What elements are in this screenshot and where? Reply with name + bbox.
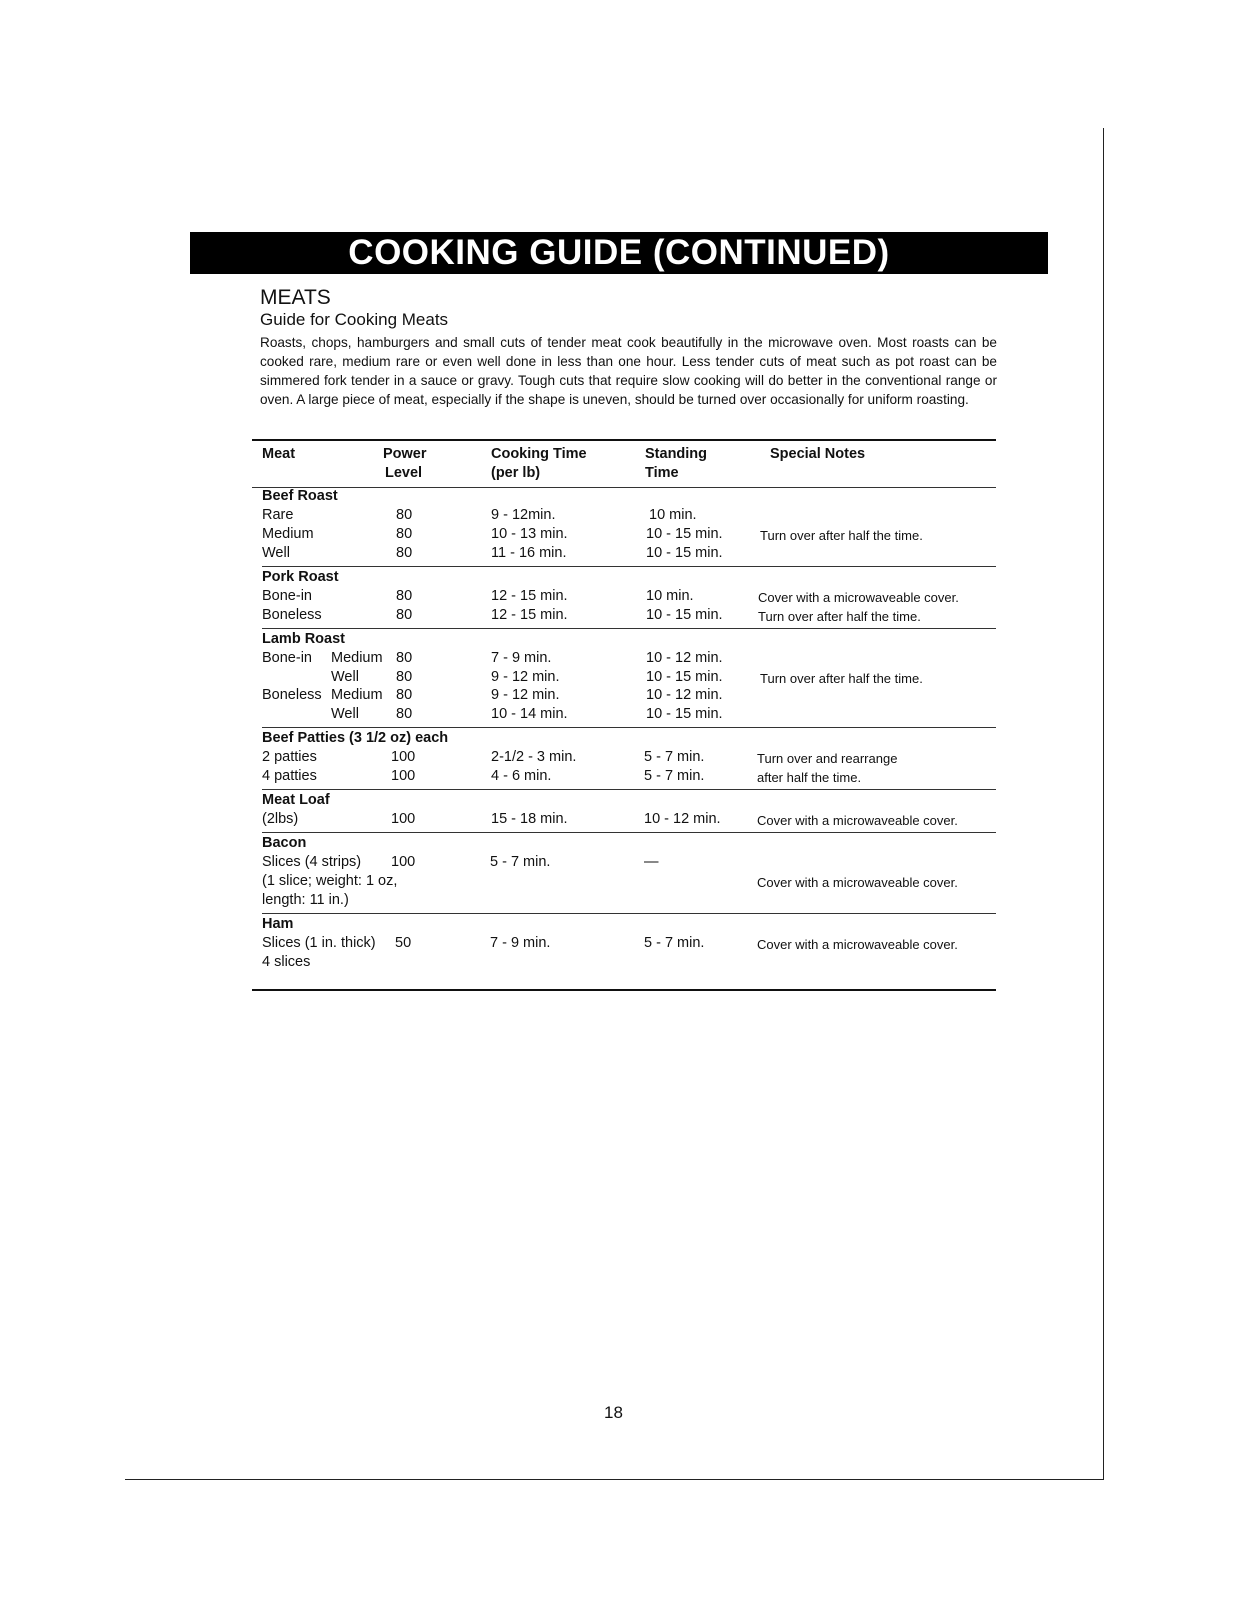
cell-meat: Rare — [262, 507, 294, 523]
page-banner: COOKING GUIDE (CONTINUED) — [190, 232, 1048, 274]
cell-meat: Slices (4 strips) — [262, 854, 362, 870]
group-rule — [262, 628, 996, 629]
cell-standing: 10 min. — [646, 588, 694, 604]
section-subtitle: Guide for Cooking Meats — [260, 310, 449, 329]
cell-meat: 4 patties — [262, 768, 317, 784]
cell-meat: Boneless — [262, 687, 322, 703]
group-beef-roast: Beef Roast — [262, 488, 338, 504]
cell-time: 9 - 12 min. — [491, 669, 560, 685]
cell-meat: 4 slices — [262, 954, 311, 970]
cell-time: 7 - 9 min. — [490, 935, 551, 951]
cell-doneness: Medium — [331, 687, 383, 703]
cell-note: Turn over after half the time. — [760, 671, 923, 686]
cell-power: 100 — [391, 854, 416, 870]
table-top-rule — [252, 439, 996, 441]
header-per-lb: (per lb) — [491, 465, 541, 481]
cell-note: Cover with a microwaveable cover. — [757, 875, 958, 890]
header-rule — [252, 487, 996, 488]
cell-power: 80 — [396, 545, 413, 561]
cell-note: Cover with a microwaveable cover. — [757, 813, 958, 828]
cell-note: Cover with a microwaveable cover. — [757, 937, 958, 952]
header-power: Power — [383, 446, 427, 462]
cell-meat: length: 11 in.) — [262, 892, 349, 908]
cell-standing: 5 - 7 min. — [644, 749, 705, 765]
header-standing: Standing — [645, 446, 708, 462]
cell-time: 2-1/2 - 3 min. — [491, 749, 577, 765]
cell-power: 80 — [396, 669, 413, 685]
header-special-notes: Special Notes — [770, 446, 866, 462]
cell-meat: Medium — [262, 526, 314, 542]
table-bottom-rule — [252, 989, 996, 991]
cell-meat: Well — [262, 545, 290, 561]
header-cooking-time: Cooking Time — [491, 446, 587, 462]
cell-note: after half the time. — [757, 770, 862, 785]
cell-meat: 2 patties — [262, 749, 317, 765]
cell-power: 50 — [395, 935, 412, 951]
cell-meat: Bone-in — [262, 650, 312, 666]
group-rule — [262, 566, 996, 567]
cell-standing: 10 - 15 min. — [646, 526, 723, 542]
cell-power: 80 — [396, 526, 413, 542]
cell-time: 12 - 15 min. — [491, 588, 568, 604]
cell-meat: Slices (1 in. thick) — [262, 935, 376, 951]
group-beef-patties: Beef Patties (3 1/2 oz) each — [262, 730, 449, 746]
cell-doneness: Well — [331, 706, 359, 722]
group-bacon: Bacon — [262, 835, 307, 851]
cell-meat: (1 slice; weight: 1 oz, — [262, 873, 398, 889]
cell-power: 100 — [391, 768, 416, 784]
cell-standing: 10 - 15 min. — [646, 607, 723, 623]
cell-standing: 10 - 15 min. — [646, 706, 723, 722]
cell-time: 10 - 14 min. — [491, 706, 568, 722]
cell-note: Cover with a microwaveable cover. — [758, 590, 959, 605]
cell-note: Turn over after half the time. — [760, 528, 923, 543]
cell-time: 9 - 12 min. — [491, 687, 560, 703]
group-lamb-roast: Lamb Roast — [262, 631, 345, 647]
cell-power: 100 — [391, 749, 416, 765]
intro-paragraph: Roasts, chops, hamburgers and small cuts of tender meat cook beautifully in the microwave oven. Most roasts can be cooked rare, medium rare or even well done in less than one hour. Less tender cuts of meat such as pot roast can be simmered fork tender in a sauce or gravy. Tough cuts that require slow cooking will do better in the conventional range or oven. A large piece of meat, especially if the shape is uneven, should be turned over occasionally for uniform roasting. — [260, 335, 997, 407]
group-rule — [262, 832, 996, 833]
section-title: MEATS — [260, 286, 331, 309]
cell-power: 80 — [396, 588, 413, 604]
cell-time: 9 - 12min. — [491, 507, 556, 523]
page-edge-right — [1103, 128, 1104, 1480]
group-ham: Ham — [262, 916, 294, 932]
cell-note: Turn over and rearrange — [757, 751, 898, 766]
cell-power: 80 — [396, 706, 413, 722]
cell-meat: Boneless — [262, 607, 322, 623]
cell-time: 7 - 9 min. — [491, 650, 552, 666]
cell-doneness: Medium — [331, 650, 383, 666]
cell-power: 80 — [396, 507, 413, 523]
cell-doneness: Well — [331, 669, 359, 685]
cell-time: 12 - 15 min. — [491, 607, 568, 623]
cell-power: 80 — [396, 687, 413, 703]
cell-standing: 10 - 12 min. — [646, 650, 723, 666]
group-rule — [262, 913, 996, 914]
cell-time: 15 - 18 min. — [491, 811, 568, 827]
cell-meat: Bone-in — [262, 588, 312, 604]
cell-time: 4 - 6 min. — [491, 768, 552, 784]
cell-standing: 10 - 15 min. — [646, 669, 723, 685]
cell-standing: 10 - 12 min. — [646, 687, 723, 703]
cell-standing: 10 min. — [649, 507, 697, 523]
page-edge-bottom — [125, 1479, 1104, 1480]
group-pork-roast: Pork Roast — [262, 569, 339, 585]
cell-power: 80 — [396, 650, 413, 666]
header-meat: Meat — [262, 446, 296, 462]
cell-standing: 5 - 7 min. — [644, 768, 705, 784]
cell-time: 5 - 7 min. — [490, 854, 551, 870]
header-standing-time: Time — [645, 465, 679, 481]
header-power-level: Level — [385, 465, 423, 481]
group-meat-loaf: Meat Loaf — [262, 792, 330, 808]
cell-standing: 10 - 12 min. — [644, 811, 721, 827]
cell-standing: 5 - 7 min. — [644, 935, 705, 951]
cell-meat: (2lbs) — [262, 811, 299, 827]
group-rule — [262, 727, 996, 728]
cell-note: Turn over after half the time. — [758, 609, 921, 624]
page-number: 18 — [604, 1403, 623, 1422]
cell-power: 80 — [396, 607, 413, 623]
group-rule — [262, 789, 996, 790]
cell-standing: — — [644, 854, 659, 870]
cell-standing: 10 - 15 min. — [646, 545, 723, 561]
cell-time: 10 - 13 min. — [491, 526, 568, 542]
cell-time: 11 - 16 min. — [491, 545, 567, 561]
cell-power: 100 — [391, 811, 416, 827]
